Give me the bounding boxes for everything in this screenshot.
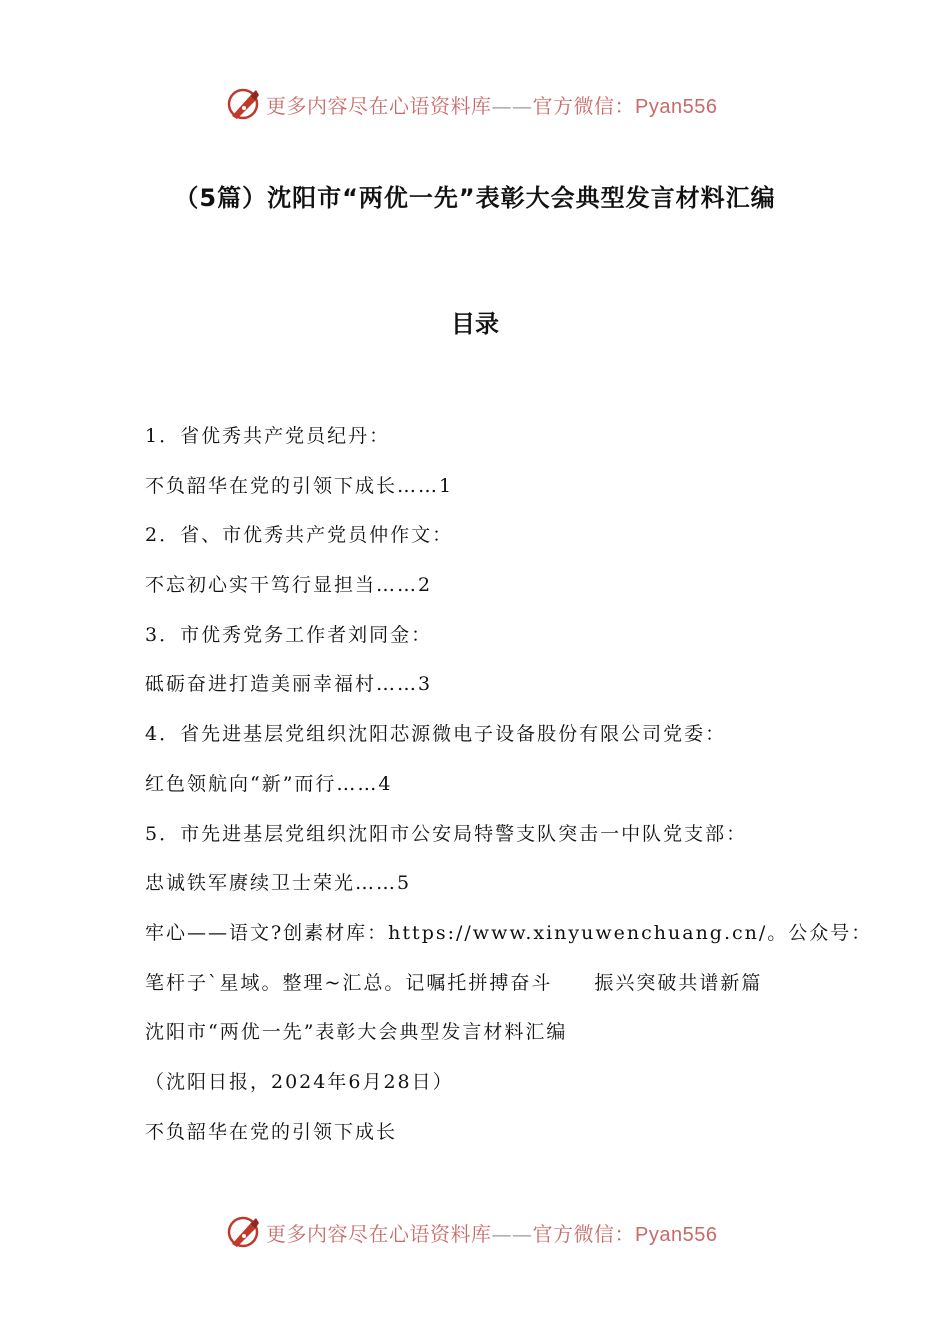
toc-item-4-title: 红色领航向“新”而行……4	[145, 772, 393, 795]
toc-item-5-title: 忠诚铁军赓续卫士荣光……5	[145, 872, 412, 895]
article-title: 不负韶华在党的引领下成长	[145, 1120, 398, 1143]
document-title: （5篇）沈阳市“两优一先”表彰大会典型发言材料汇编	[174, 184, 776, 212]
toc-item-1: 1．省优秀共产党员纪丹：	[145, 425, 391, 447]
source-note: 牢心——语文?创素材库：https://www.xinyuwenchuang.cn/。公众号：	[145, 921, 873, 944]
footer-watermark-banner	[0, 1212, 950, 1252]
toc-item-4: 4．省先进基层党组织沈阳芯源微电子设备股份有限公司党委：	[145, 723, 727, 746]
toc-item-3-title: 砥砺奋进打造美丽幸福村……3	[145, 673, 433, 696]
source-note-continued: 笔杆子`星域。整理~汇总。记嘱托拼搏奋斗 振兴突破共谱新篇	[145, 971, 763, 994]
toc-item-1-title: 不负韶华在党的引领下成长……1	[145, 474, 454, 497]
header-watermark-banner	[0, 84, 950, 124]
pen-nib-logo-icon	[226, 86, 262, 122]
toc-item-3: 3．市优秀党务工作者刘同金：	[145, 623, 433, 646]
pen-nib-logo-icon	[226, 1214, 262, 1250]
publication-note: （沈阳日报，2024年6月28日）	[145, 1070, 454, 1093]
toc-item-2: 2．省、市优秀共产党员仲作文：	[145, 524, 454, 547]
watermark-text: 更多内容尽在心语资料库——官方微信：Pyan556	[266, 1221, 718, 1246]
document-body	[145, 422, 873, 1167]
watermark-text: 更多内容尽在心语资料库——官方微信：Pyan556	[266, 93, 718, 118]
toc-item-5: 5．市先进基层党组织沈阳市公安局特警支队突击一中队党支部：	[145, 822, 748, 845]
section-heading: 沈阳市“两优一先”表彰大会典型发言材料汇编	[145, 1021, 568, 1044]
toc-item-2-title: 不忘初心实干笃行显担当……2	[145, 574, 433, 597]
toc-heading: 目录	[451, 310, 499, 338]
